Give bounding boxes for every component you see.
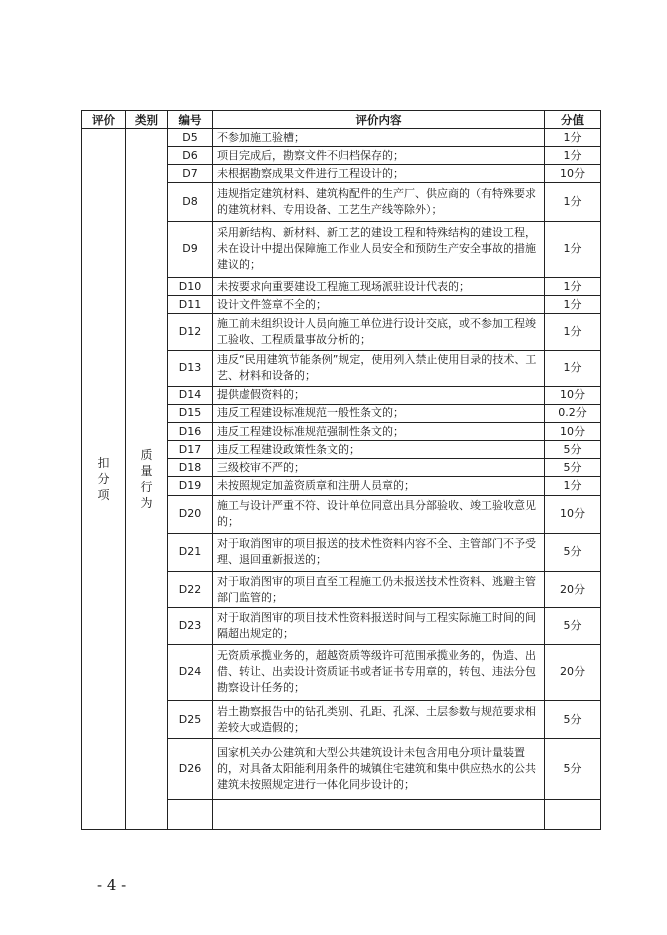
row-score: 1分 — [545, 314, 601, 350]
row-content: 国家机关办公建筑和大型公共建筑设计未包含用电分项计量装置的，对具备太阳能利用条件的城镇住宅建筑和集中供应热水的公共建筑未按照规定进行一体化同步设计的； — [213, 739, 545, 799]
row-code: D18 — [168, 459, 213, 477]
row-content: 未按要求向重要建设工程施工现场派驻设计代表的； — [213, 278, 545, 296]
row-code: D6 — [168, 147, 213, 165]
row-score: 10分 — [545, 165, 601, 183]
row-content: 未按照规定加盖资质章和注册人员章的； — [213, 477, 545, 495]
row-code: D10 — [168, 278, 213, 296]
row-content: 对于取消图审的项目报送的技术性资料内容不全、主管部门不予受理、退回重新报送的； — [213, 533, 545, 571]
row-code: D26 — [168, 739, 213, 799]
row-score: 1分 — [545, 129, 601, 147]
row-content: 违规指定建筑材料、建筑构配件的生产厂、供应商的（有特殊要求的建筑材料、专用设备、工艺生产线等除外）； — [213, 183, 545, 221]
row-score: 5分 — [545, 700, 601, 738]
row-content: 违反工程建设标准规范强制性条文的； — [213, 423, 545, 441]
row-code: D19 — [168, 477, 213, 495]
category-cell — [126, 129, 168, 830]
row-score: 5分 — [545, 608, 601, 644]
row-code: D17 — [168, 441, 213, 459]
row-code: D25 — [168, 700, 213, 738]
row-content: 违反工程建设标准规范一般性条文的； — [213, 404, 545, 422]
row-score: 1分 — [545, 221, 601, 277]
header-score: 分值 — [545, 111, 601, 129]
category-label: 质量行为 — [140, 448, 153, 510]
eval-cell — [82, 129, 126, 830]
row-content: 三级校审不严的； — [213, 459, 545, 477]
row-content: 岩土勘察报告中的钻孔类别、孔距、孔深、土层参数与规范要求相差较大或造假的； — [213, 700, 545, 738]
row-content: 违反“民用建筑节能条例”规定，使用列入禁止使用目录的技术、工艺、材料和设备的； — [213, 350, 545, 386]
row-content: 项目完成后，勘察文件不归档保存的； — [213, 147, 545, 165]
row-content: 未根据勘察成果文件进行工程设计的； — [213, 165, 545, 183]
row-score: 20分 — [545, 572, 601, 608]
header-content: 评价内容 — [213, 111, 545, 129]
row-content: 提供虚假资料的； — [213, 386, 545, 404]
row-content: 对于取消图审的项目直至工程施工仍未报送技术性资料、逃避主管部门监管的； — [213, 572, 545, 608]
blank-cell — [213, 799, 545, 829]
row-score: 1分 — [545, 296, 601, 314]
row-code: D7 — [168, 165, 213, 183]
evaluation-table — [81, 110, 601, 830]
row-code: D24 — [168, 644, 213, 700]
header-eval: 评价 — [82, 111, 126, 129]
row-code: D13 — [168, 350, 213, 386]
row-code: D21 — [168, 533, 213, 571]
table-row — [82, 129, 601, 147]
row-code: D22 — [168, 572, 213, 608]
table-header-row — [82, 111, 601, 129]
row-score: 5分 — [545, 533, 601, 571]
row-score: 1分 — [545, 350, 601, 386]
row-score: 5分 — [545, 739, 601, 799]
row-code: D12 — [168, 314, 213, 350]
row-content: 采用新结构、新材料、新工艺的建设工程和特殊结构的建设工程，未在设计中提出保障施工作业人员安全和预防生产安全事故的措施建议的； — [213, 221, 545, 277]
blank-cell — [168, 799, 213, 829]
row-code: D15 — [168, 404, 213, 422]
row-code: D16 — [168, 423, 213, 441]
row-content: 无资质承揽业务的，超越资质等级许可范围承揽业务的，伪造、出借、转让、出卖设计资质证书或者证书专用章的，转包、违法分包勘察设计任务的； — [213, 644, 545, 700]
row-score: 10分 — [545, 495, 601, 533]
row-score: 1分 — [545, 278, 601, 296]
row-score: 10分 — [545, 386, 601, 404]
row-code: D20 — [168, 495, 213, 533]
row-content: 不参加施工验槽； — [213, 129, 545, 147]
row-content: 施工与设计严重不符、设计单位同意出具分部验收、竣工验收意见的； — [213, 495, 545, 533]
row-score: 0.2分 — [545, 404, 601, 422]
row-score: 1分 — [545, 147, 601, 165]
row-score: 5分 — [545, 441, 601, 459]
row-score: 1分 — [545, 477, 601, 495]
row-content: 违反工程建设政策性条文的； — [213, 441, 545, 459]
row-code: D8 — [168, 183, 213, 221]
header-code: 编号 — [168, 111, 213, 129]
row-code: D14 — [168, 386, 213, 404]
row-content: 对于取消图审的项目技术性资料报送时间与工程实际施工时间的间隔超出规定的； — [213, 608, 545, 644]
row-code: D11 — [168, 296, 213, 314]
row-score: 10分 — [545, 423, 601, 441]
row-score: 20分 — [545, 644, 601, 700]
blank-cell — [545, 799, 601, 829]
row-content: 施工前未组织设计人员向施工单位进行设计交底，或不参加工程竣工验收、工程质量事故分析的； — [213, 314, 545, 350]
row-score: 5分 — [545, 459, 601, 477]
page-number: - 4 - — [97, 876, 127, 894]
row-score: 1分 — [545, 183, 601, 221]
row-code: D5 — [168, 129, 213, 147]
row-code: D23 — [168, 608, 213, 644]
row-code: D9 — [168, 221, 213, 277]
header-category: 类别 — [126, 111, 168, 129]
eval-label: 扣分项 — [97, 456, 110, 502]
row-content: 设计文件签章不全的； — [213, 296, 545, 314]
